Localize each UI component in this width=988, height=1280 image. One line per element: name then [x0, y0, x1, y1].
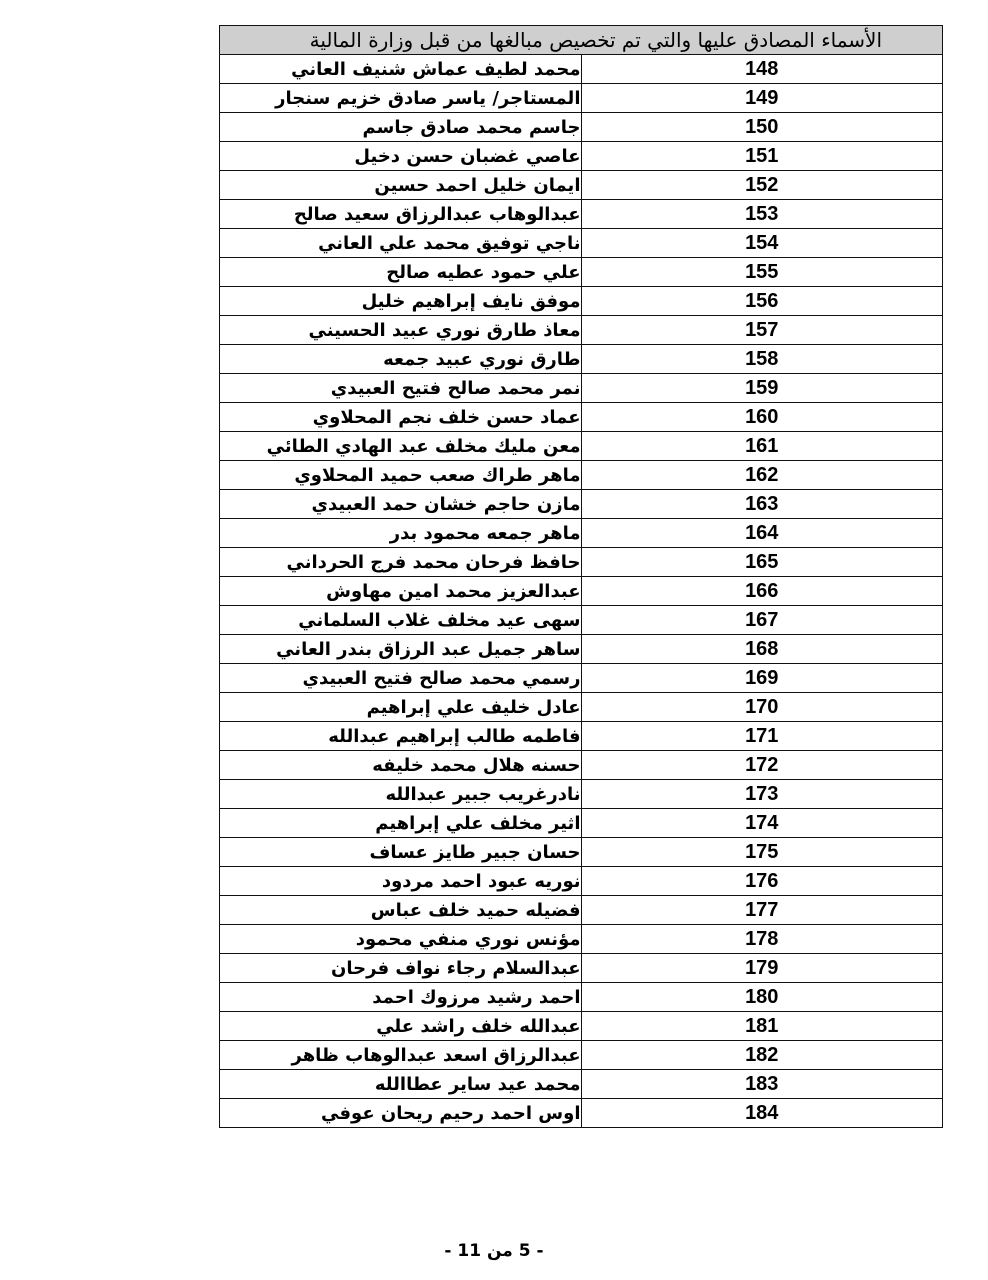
row-number: 170	[581, 693, 943, 722]
table-title: الأسماء المصادق عليها والتي تم تخصيص مبالغها من قبل وزارة المالية	[220, 26, 943, 55]
person-name: سهى عيد مخلف غلاب السلماني	[220, 606, 582, 635]
person-name: عادل خليف علي إبراهيم	[220, 693, 582, 722]
table-row	[220, 896, 943, 925]
person-name: ساهر جميل عبد الرزاق بندر العاني	[220, 635, 582, 664]
person-name: مازن حاجم خشان حمد العبيدي	[220, 490, 582, 519]
row-number: 181	[581, 1012, 943, 1041]
person-name: معن مليك مخلف عبد الهادي الطائي	[220, 432, 582, 461]
table-row	[220, 432, 943, 461]
table-row	[220, 258, 943, 287]
table-row	[220, 983, 943, 1012]
row-number: 160	[581, 403, 943, 432]
table-row	[220, 606, 943, 635]
row-number: 184	[581, 1099, 943, 1128]
row-number: 149	[581, 84, 943, 113]
person-name: عماد حسن خلف نجم المحلاوي	[220, 403, 582, 432]
table-header-row	[220, 26, 943, 55]
table-row	[220, 577, 943, 606]
person-name: علي حمود عطيه صالح	[220, 258, 582, 287]
table-row	[220, 374, 943, 403]
table-row	[220, 1012, 943, 1041]
table-row	[220, 548, 943, 577]
person-name: فضيله حميد خلف عباس	[220, 896, 582, 925]
row-number: 173	[581, 780, 943, 809]
person-name: حسنه هلال محمد خليفه	[220, 751, 582, 780]
table-row	[220, 490, 943, 519]
row-number: 182	[581, 1041, 943, 1070]
row-number: 162	[581, 461, 943, 490]
table-row	[220, 113, 943, 142]
person-name: احمد رشيد مرزوك احمد	[220, 983, 582, 1012]
table-row	[220, 229, 943, 258]
table-row	[220, 635, 943, 664]
person-name: محمد لطيف عماش شنيف العاني	[220, 55, 582, 84]
table-row	[220, 287, 943, 316]
person-name: نوريه عبود احمد مردود	[220, 867, 582, 896]
table-row	[220, 84, 943, 113]
table-row	[220, 1041, 943, 1070]
person-name: عبدالسلام رجاء نواف فرحان	[220, 954, 582, 983]
person-name: عاصي غضبان حسن دخيل	[220, 142, 582, 171]
table-row	[220, 867, 943, 896]
row-number: 153	[581, 200, 943, 229]
person-name: حافظ فرحان محمد فرج الحرداني	[220, 548, 582, 577]
person-name: عبدالله خلف راشد علي	[220, 1012, 582, 1041]
page-number: - 5 من 11 -	[444, 1241, 544, 1261]
row-number: 164	[581, 519, 943, 548]
row-number: 171	[581, 722, 943, 751]
table-row	[220, 693, 943, 722]
table-row	[220, 751, 943, 780]
row-number: 151	[581, 142, 943, 171]
table-row	[220, 461, 943, 490]
table-row	[220, 345, 943, 374]
row-number: 154	[581, 229, 943, 258]
row-number: 183	[581, 1070, 943, 1099]
row-number: 167	[581, 606, 943, 635]
table-row	[220, 316, 943, 345]
table-row	[220, 809, 943, 838]
row-number: 163	[581, 490, 943, 519]
table-row	[220, 403, 943, 432]
row-number: 161	[581, 432, 943, 461]
row-number: 159	[581, 374, 943, 403]
person-name: مؤنس نوري منفي محمود	[220, 925, 582, 954]
row-number: 150	[581, 113, 943, 142]
person-name: نمر محمد صالح فتيح العبيدي	[220, 374, 582, 403]
row-number: 155	[581, 258, 943, 287]
row-number: 178	[581, 925, 943, 954]
row-number: 180	[581, 983, 943, 1012]
person-name: حسان جبير طايز عساف	[220, 838, 582, 867]
row-number: 156	[581, 287, 943, 316]
table-row	[220, 55, 943, 84]
table-row	[220, 722, 943, 751]
person-name: ايمان خليل احمد حسين	[220, 171, 582, 200]
person-name: اوس احمد رحيم ريحان عوفي	[220, 1099, 582, 1128]
table-row	[220, 200, 943, 229]
person-name: عبدالعزيز محمد امين مهاوش	[220, 577, 582, 606]
person-name: ناجي توفيق محمد علي العاني	[220, 229, 582, 258]
person-name: عبدالوهاب عبدالرزاق سعيد صالح	[220, 200, 582, 229]
row-number: 177	[581, 896, 943, 925]
table-row	[220, 171, 943, 200]
row-number: 176	[581, 867, 943, 896]
table-row	[220, 954, 943, 983]
row-number: 172	[581, 751, 943, 780]
row-number: 175	[581, 838, 943, 867]
row-number: 169	[581, 664, 943, 693]
row-number: 168	[581, 635, 943, 664]
row-number: 157	[581, 316, 943, 345]
person-name: موفق نايف إبراهيم خليل	[220, 287, 582, 316]
row-number: 152	[581, 171, 943, 200]
table-row	[220, 664, 943, 693]
person-name: عبدالرزاق اسعد عبدالوهاب ظاهر	[220, 1041, 582, 1070]
table-row	[220, 1070, 943, 1099]
person-name: ماهر طراك صعب حميد المحلاوي	[220, 461, 582, 490]
person-name: اثير مخلف علي إبراهيم	[220, 809, 582, 838]
person-name: طارق نوري عبيد جمعه	[220, 345, 582, 374]
person-name: المستاجر/ ياسر صادق خزيم سنجار	[220, 84, 582, 113]
person-name: محمد عيد ساير عطاالله	[220, 1070, 582, 1099]
person-name: معاذ طارق نوري عبيد الحسيني	[220, 316, 582, 345]
table-row	[220, 780, 943, 809]
table-row	[220, 519, 943, 548]
row-number: 174	[581, 809, 943, 838]
table-row	[220, 142, 943, 171]
person-name: جاسم محمد صادق جاسم	[220, 113, 582, 142]
row-number: 165	[581, 548, 943, 577]
table-row	[220, 838, 943, 867]
names-table	[219, 25, 943, 1128]
row-number: 166	[581, 577, 943, 606]
row-number: 148	[581, 55, 943, 84]
person-name: ماهر جمعه محمود بدر	[220, 519, 582, 548]
person-name: رسمي محمد صالح فتيح العبيدي	[220, 664, 582, 693]
row-number: 158	[581, 345, 943, 374]
table-body	[220, 55, 943, 1128]
table-row	[220, 1099, 943, 1128]
person-name: فاطمه طالب إبراهيم عبدالله	[220, 722, 582, 751]
table-row	[220, 925, 943, 954]
row-number: 179	[581, 954, 943, 983]
person-name: نادرغريب جبير عبدالله	[220, 780, 582, 809]
